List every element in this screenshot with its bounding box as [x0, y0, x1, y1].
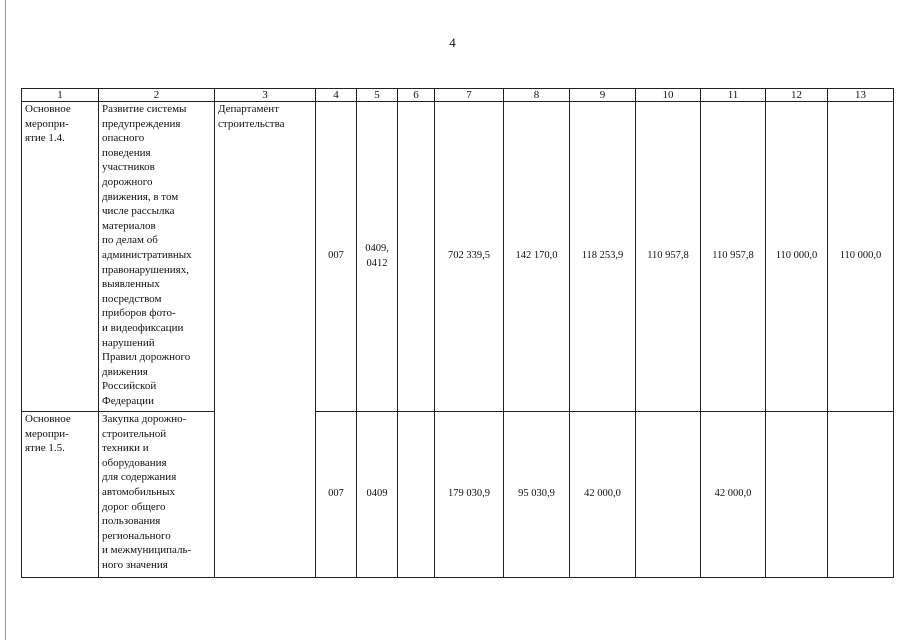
table-row [22, 102, 894, 412]
text-line: пользования [102, 515, 161, 528]
text-line: для содержания [102, 471, 177, 484]
text-line: выявленных [102, 278, 160, 291]
measure-number [25, 412, 96, 456]
text-line: техники и [102, 442, 149, 455]
column-number: 8 [504, 89, 570, 102]
text-line: Основное [25, 413, 71, 425]
text-line: и межмуниципаль- [102, 544, 192, 557]
text-line: приборов фото- [102, 307, 176, 320]
measure-description [102, 412, 212, 573]
measure-number-cell [22, 412, 99, 578]
text-line: ного значения [102, 558, 168, 571]
cell-col9: 118 253,9 [570, 102, 636, 412]
text-line: Российской [102, 380, 157, 393]
text-line: правонарушениях, [102, 263, 189, 276]
text-line: движения [102, 365, 148, 378]
column-number: 5 [357, 89, 398, 102]
cell-col12: 110 000,0 [766, 102, 828, 412]
text-line: Департамент [218, 103, 280, 115]
cell-col4: 007 [316, 102, 357, 412]
text-line: опасного [102, 132, 145, 145]
text-line: поведения [102, 146, 151, 159]
text-line: Закупка дорожно- [102, 413, 187, 425]
text-line: числе рассылка [102, 205, 175, 218]
cell-col13 [828, 412, 894, 578]
cell-col11: 110 957,8 [701, 102, 766, 412]
text-line: посредством [102, 292, 162, 305]
column-number: 11 [701, 89, 766, 102]
text-line: меропри- [25, 117, 69, 130]
column-number: 10 [636, 89, 701, 102]
text-line: по делам об [102, 234, 158, 247]
text-line: оборудования [102, 456, 167, 469]
budget-table [21, 88, 894, 578]
cell-col5 [357, 412, 398, 578]
cell-col10 [636, 412, 701, 578]
measure-description-cell [99, 412, 215, 578]
column-number: 3 [215, 89, 316, 102]
cell-col7: 702 339,5 [435, 102, 504, 412]
cell-col13: 110 000,0 [828, 102, 894, 412]
responsible-department [218, 102, 313, 131]
column-number-row [22, 89, 894, 102]
text-line: автомобильных [102, 485, 175, 498]
text-line: ятие 1.5. [25, 442, 65, 455]
column-number: 4 [316, 89, 357, 102]
cell-col6 [398, 412, 435, 578]
page-left-rule [5, 0, 6, 640]
text-line: Федерации [102, 394, 154, 407]
responsible-department-cell [215, 102, 316, 578]
text-line: дорожного [102, 175, 153, 188]
column-number: 7 [435, 89, 504, 102]
table-row [22, 412, 894, 578]
column-number: 12 [766, 89, 828, 102]
column-number: 13 [828, 89, 894, 102]
column-number: 2 [99, 89, 215, 102]
cell-col7: 179 030,9 [435, 412, 504, 578]
measure-number [25, 102, 96, 146]
cell-col6 [398, 102, 435, 412]
page-number: 4 [449, 35, 456, 50]
cell-col8: 142 170,0 [504, 102, 570, 412]
text-line: меропри- [25, 427, 69, 440]
text-line: движения, в том [102, 190, 179, 203]
text-line: 0409, [365, 242, 389, 254]
text-line: Правил дорожного [102, 351, 191, 364]
text-line: ятие 1.4. [25, 132, 65, 145]
cell-col4: 007 [316, 412, 357, 578]
measure-description-cell [99, 102, 215, 412]
text-line: строительной [102, 427, 167, 440]
cell-col5 [357, 102, 398, 412]
text-line: административных [102, 248, 192, 261]
cell-col11: 42 000,0 [701, 412, 766, 578]
text-line: Основное [25, 103, 71, 115]
column-number: 9 [570, 89, 636, 102]
measure-number-cell [22, 102, 99, 412]
text-line: участников [102, 161, 155, 174]
text-line: дорог общего [102, 500, 166, 513]
text-line: строительства [218, 117, 285, 130]
text-line: 0409 [366, 488, 388, 500]
measure-description [102, 102, 212, 408]
text-line: и видеофиксации [102, 321, 184, 334]
cell-col12 [766, 412, 828, 578]
column-number: 6 [398, 89, 435, 102]
text-line: 0412 [366, 257, 388, 269]
text-line: Развитие системы [102, 103, 187, 115]
text-line: нарушений [102, 336, 155, 349]
text-line: материалов [102, 219, 156, 232]
cell-col5-lines [358, 242, 396, 271]
column-number: 1 [22, 89, 99, 102]
cell-col5-lines [358, 487, 396, 502]
cell-col8: 95 030,9 [504, 412, 570, 578]
cell-col9: 42 000,0 [570, 412, 636, 578]
text-line: регионального [102, 529, 171, 542]
cell-col10: 110 957,8 [636, 102, 701, 412]
text-line: предупреждения [102, 117, 181, 130]
